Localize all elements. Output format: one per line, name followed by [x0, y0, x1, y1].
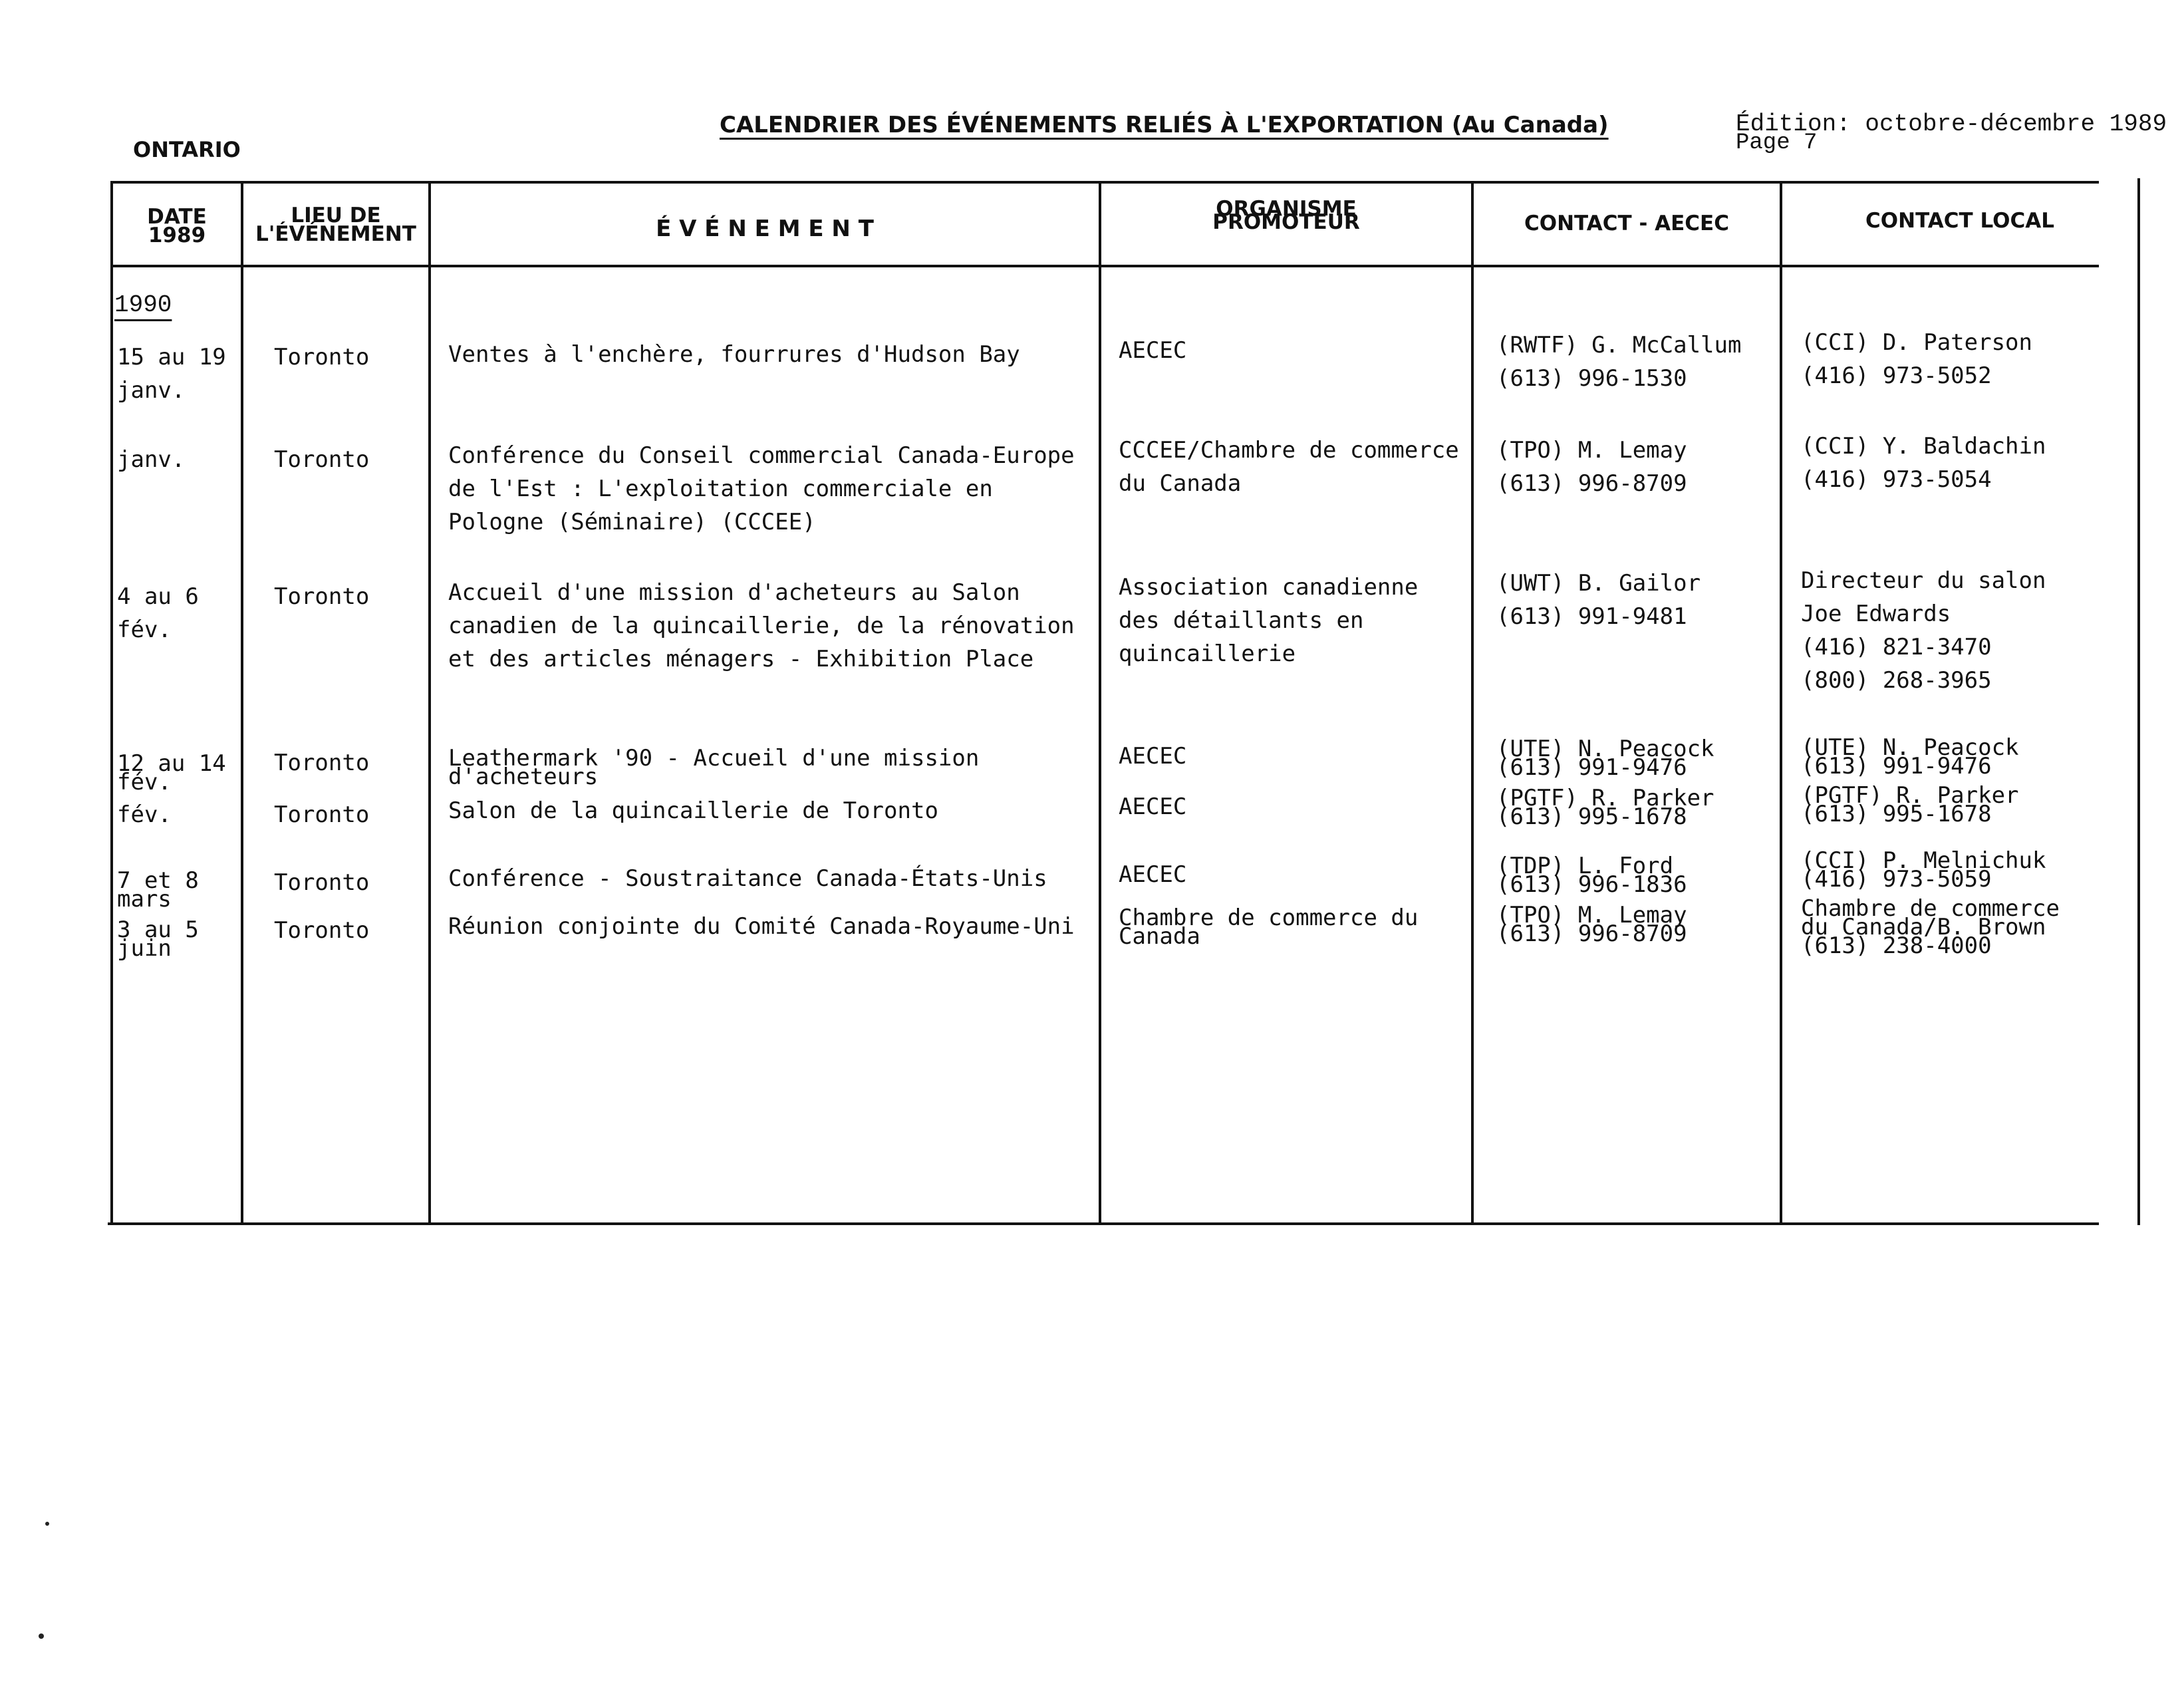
cell-lieu: Toronto [274, 801, 370, 828]
province-label: ONTARIO [133, 137, 241, 162]
col-divider-6 [2137, 178, 2140, 1225]
cell-date: 7 et 8 mars [117, 867, 199, 913]
cell-contact-local: (UTE) N. Peacock (613) 991-9476 [1801, 734, 2019, 779]
cell-date: 15 au 19 janv. [117, 344, 226, 404]
cell-lieu: Toronto [274, 583, 370, 610]
cell-organisme: AECEC [1119, 793, 1187, 820]
col-header-date: DATE 1989 [147, 205, 207, 247]
col-header-evenement: É V É N E M E N T [656, 215, 874, 242]
col-divider-4 [1471, 181, 1474, 1225]
cell-organisme: AECEC [1119, 337, 1187, 364]
col-divider-1 [241, 181, 243, 1225]
scan-speck [45, 1522, 49, 1526]
cell-contact-local: (CCI) Y. Baldachin (416) 973-5054 [1801, 433, 2046, 493]
table-bottom-border [108, 1222, 2099, 1225]
cell-organisme: Chambre de commerce du Canada [1119, 905, 1419, 950]
cell-contact-aecec: (UWT) B. Gailor (613) 991-9481 [1496, 570, 1701, 630]
cell-contact-aecec: (TPO) M. Lemay (613) 996-8709 [1496, 437, 1687, 497]
cell-evenement: Accueil d'une mission d'acheteurs au Salon canadien de la quincaillerie, de la rénovation et des articles ménagers - Exhibition Place [448, 579, 1075, 672]
table-top-border [113, 181, 2099, 184]
cell-evenement: Salon de la quincaillerie de Toronto [448, 797, 938, 824]
cell-lieu: Toronto [274, 917, 370, 944]
cell-date: fév. [117, 801, 172, 828]
cell-lieu: Toronto [274, 344, 370, 370]
year-marker: 1990 [114, 291, 172, 319]
cell-contact-local: (PGTF) R. Parker (613) 995-1678 [1801, 782, 2019, 827]
cell-organisme: AECEC [1119, 861, 1187, 888]
cell-evenement: Réunion conjointe du Comité Canada-Royaume-Uni [448, 913, 1075, 940]
cell-contact-local: Chambre de commerce du Canada/B. Brown (613) 238-4000 [1801, 895, 2060, 959]
col-divider-3 [1099, 181, 1101, 1225]
cell-evenement: Conférence du Conseil commercial Canada-Europe de l'Est : L'exploitation commerciale en Pologne (Séminaire) (CCCEE) [448, 442, 1075, 535]
cell-contact-aecec: (RWTF) G. McCallum (613) 996-1530 [1496, 332, 1742, 392]
cell-contact-aecec: (PGTF) R. Parker (613) 995-1678 [1496, 785, 1714, 830]
cell-contact-local: Directeur du salon Joe Edwards (416) 821-3470 (800) 268-3965 [1801, 567, 2046, 694]
col-header-contact-aecec: CONTACT - AECEC [1524, 212, 1729, 235]
col-header-lieu: LIEU DE L'ÉVÉNEMENT [255, 204, 416, 246]
cell-contact-local: (CCI) D. Paterson (416) 973-5052 [1801, 329, 2032, 389]
cell-date: janv. [117, 446, 186, 473]
cell-lieu: Toronto [274, 869, 370, 896]
cell-organisme: Association canadienne des détaillants en quincaillerie [1119, 574, 1419, 667]
col-divider-5 [1780, 181, 1782, 1225]
cell-date: 3 au 5 juin [117, 917, 199, 962]
cell-contact-aecec: (UTE) N. Peacock (613) 991-9476 [1496, 736, 1714, 781]
cell-contact-aecec: (TDP) L. Ford (613) 996-1836 [1496, 853, 1687, 898]
header-bottom-border [113, 265, 2099, 267]
col-divider-0 [110, 181, 113, 1225]
col-header-contact-local: CONTACT LOCAL [1865, 209, 2054, 233]
cell-date: 12 au 14 fév. [117, 750, 226, 795]
cell-organisme: AECEC [1119, 743, 1187, 770]
cell-lieu: Toronto [274, 446, 370, 473]
cell-evenement: Leathermark '90 - Accueil d'une mission d'acheteurs [448, 745, 980, 790]
cell-contact-local: (CCI) P. Melnichuk (416) 973-5059 [1801, 847, 2046, 893]
scan-speck [39, 1633, 44, 1639]
document-title: CALENDRIER DES ÉVÉNEMENTS RELIÉS À L'EXPORTATION (Au Canada) [720, 112, 1609, 138]
col-header-organisme: ORGANISME PROMOTEUR [1212, 197, 1360, 234]
cell-organisme: CCCEE/Chambre de commerce du Canada [1119, 437, 1459, 497]
cell-lieu: Toronto [274, 750, 370, 776]
cell-evenement: Conférence - Soustraitance Canada-États-Unis [448, 865, 1047, 892]
edition-label: Édition: octobre-décembre 1989 [1736, 110, 2167, 138]
cell-evenement: Ventes à l'enchère, fourrures d'Hudson Bay [448, 341, 1020, 368]
cell-contact-aecec: (TPO) M. Lemay (613) 996-8709 [1496, 902, 1687, 947]
col-divider-2 [428, 181, 431, 1225]
cell-date: 4 au 6 fév. [117, 583, 199, 643]
page-number: Page 7 [1736, 130, 1818, 156]
